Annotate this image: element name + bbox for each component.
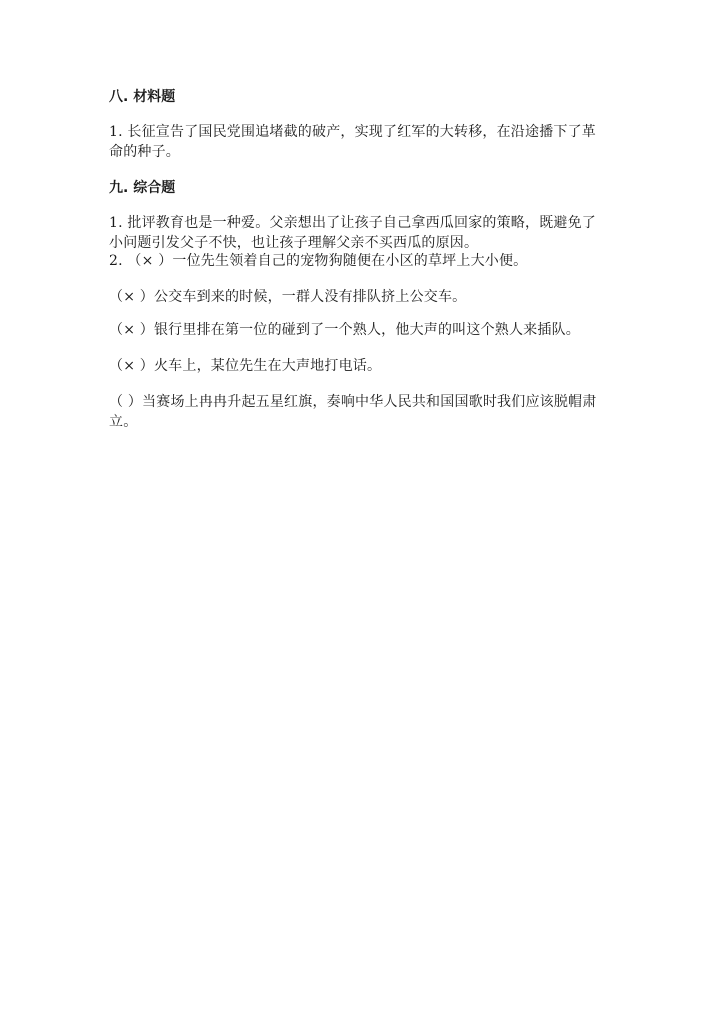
section-9-answer-4: （× ）银行里排在第一位的碰到了一个熟人，他大声的叫这个熟人来插队。 [109,322,580,338]
section-9-answer-1: 1. 批评教育也是一种爱。父亲想出了让孩子自己拿西瓜回家的策略，既避免了小问题引发父子不快，也让孩子理解父亲不买西瓜的原因。 [109,215,597,251]
section-8-heading: 八. 材料题 [109,89,176,105]
section-8-answer-1: 1. 长征宣告了国民党围追堵截的破产，实现了红军的大转移，在沿途播下了革命的种子。 [109,124,597,160]
section-9-answer-6: （ ）当赛场上冉冉升起五星红旗，奏响中华人民共和国国歌时我们应该脱帽肃立。 [109,394,597,430]
section-9-answer-5: （× ）火车上，某位先生在大声地打电话。 [109,358,382,374]
section-9-heading: 九. 综合题 [109,180,176,196]
section-9-answer-2: 2. （× ）一位先生领着自己的宠物狗随便在小区的草坪上大小便。 [109,253,528,269]
section-9-answer-3: （× ）公交车到来的时候，一群人没有排队挤上公交车。 [109,289,467,305]
